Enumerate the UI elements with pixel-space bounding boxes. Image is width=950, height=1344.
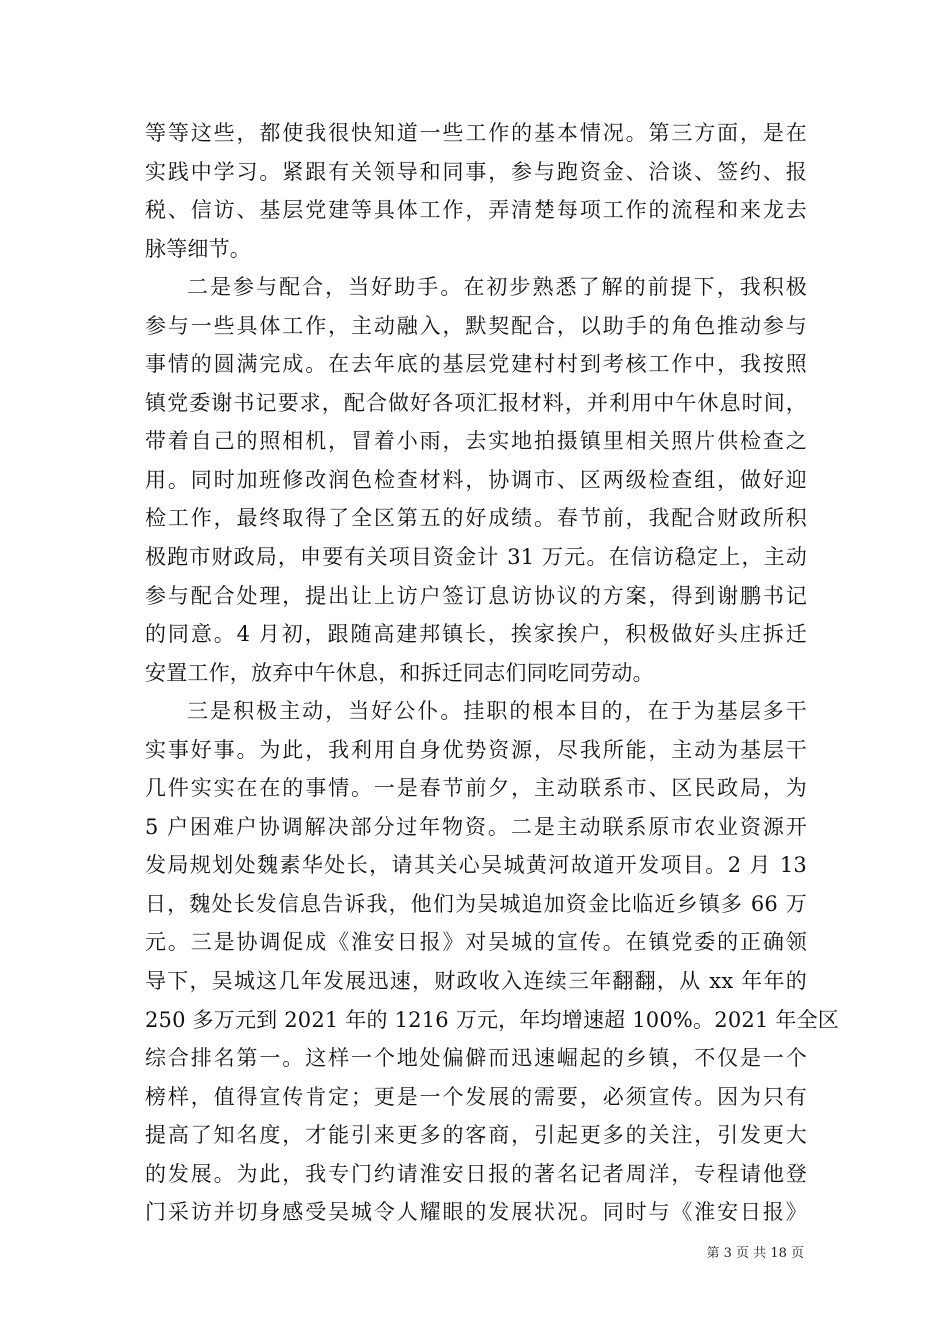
text-line: 元。三是协调促成《淮安日报》对吴城的宣传。在镇党委的正确领 bbox=[145, 930, 807, 955]
paragraph-2-first-line: 二是参与配合，当好助手。在初步熟悉了解的前提下，我积极 bbox=[187, 275, 807, 300]
text-line: 带着自己的照相机，冒着小雨，去实地拍摄镇里相关照片供检查之 bbox=[145, 429, 807, 454]
text-line: 参与一些具体工作，主动融入，默契配合，以助手的角色推动参与 bbox=[145, 313, 807, 338]
text-line: 镇党委谢书记要求，配合做好各项汇报材料，并利用中午休息时间， bbox=[145, 390, 807, 415]
text-line: 的同意。4 月初，跟随高建邦镇长，挨家挨户，积极做好头庄拆迁 bbox=[145, 622, 807, 647]
text-line: 参与配合处理，提出让上访户签订息访协议的方案，得到谢鹏书记 bbox=[145, 583, 807, 608]
paragraph-3-first-line: 三是积极主动，当好公仆。挂职的根本目的，在于为基层多干 bbox=[187, 699, 807, 724]
text-line: 检工作，最终取得了全区第五的好成绩。春节前，我配合财政所积 bbox=[145, 506, 807, 531]
text-line: 提高了知名度，才能引来更多的客商，引起更多的关注，引发更大 bbox=[145, 1123, 807, 1148]
text-line: 的发展。为此，我专门约请淮安日报的著名记者周洋，专程请他登 bbox=[145, 1161, 807, 1186]
text-line: 脉等细节。 bbox=[145, 236, 251, 261]
text-line: 事情的圆满完成。在去年底的基层党建村村到考核工作中，我按照 bbox=[145, 352, 807, 377]
text-line: 门采访并切身感受吴城令人耀眼的发展状况。同时与《淮安日报》 bbox=[145, 1200, 807, 1225]
page-number-footer: 第 3 页 共 18 页 bbox=[706, 1246, 804, 1261]
text-line: 几件实实在在的事情。一是春节前夕，主动联系市、区民政局，为 bbox=[145, 776, 807, 801]
body-text bbox=[145, 114, 839, 1232]
text-line: 税、信访、基层党建等具体工作，弄清楚每项工作的流程和来龙去 bbox=[145, 198, 807, 223]
text-line: 日，魏处长发信息告诉我，他们为吴城追加资金比临近乡镇多 66 万 bbox=[145, 891, 807, 916]
text-line: 极跑市财政局，申要有关项目资金计 31 万元。在信访稳定上，主动 bbox=[145, 545, 807, 570]
text-line: 等等这些，都使我很快知道一些工作的基本情况。第三方面，是在 bbox=[145, 121, 807, 145]
text-line: 实践中学习。紧跟有关领导和同事，参与跑资金、洽谈、签约、报 bbox=[145, 159, 807, 184]
text-line: 安置工作，放弃中午休息，和拆迁同志们同吃同劳动。 bbox=[145, 660, 654, 685]
text-line: 用。同时加班修改润色检查材料，协调市、区两级检查组，做好迎 bbox=[145, 467, 807, 492]
text-line: 发局规划处魏素华处长，请其关心吴城黄河故道开发项目。2 月 13 bbox=[145, 853, 807, 878]
text-line: 榜样，值得宣传肯定；更是一个发展的需要，必须宣传。因为只有 bbox=[145, 1084, 807, 1109]
text-line: 实事好事。为此，我利用自身优势资源，尽我所能，主动为基层干 bbox=[145, 737, 807, 762]
text-line: 综合排名第一。这样一个地处偏僻而迅速崛起的乡镇，不仅是一个 bbox=[145, 1046, 807, 1071]
text-line: 5 户困难户协调解决部分过年物资。二是主动联系原市农业资源开 bbox=[145, 814, 807, 839]
text-line: 250 多万元到 2021 年的 1216 万元，年均增速超 100%。2021 年全区 bbox=[145, 1007, 839, 1032]
text-line: 导下，吴城这几年发展迅速，财政收入连续三年翻翻，从 xx 年年的 bbox=[145, 969, 807, 994]
